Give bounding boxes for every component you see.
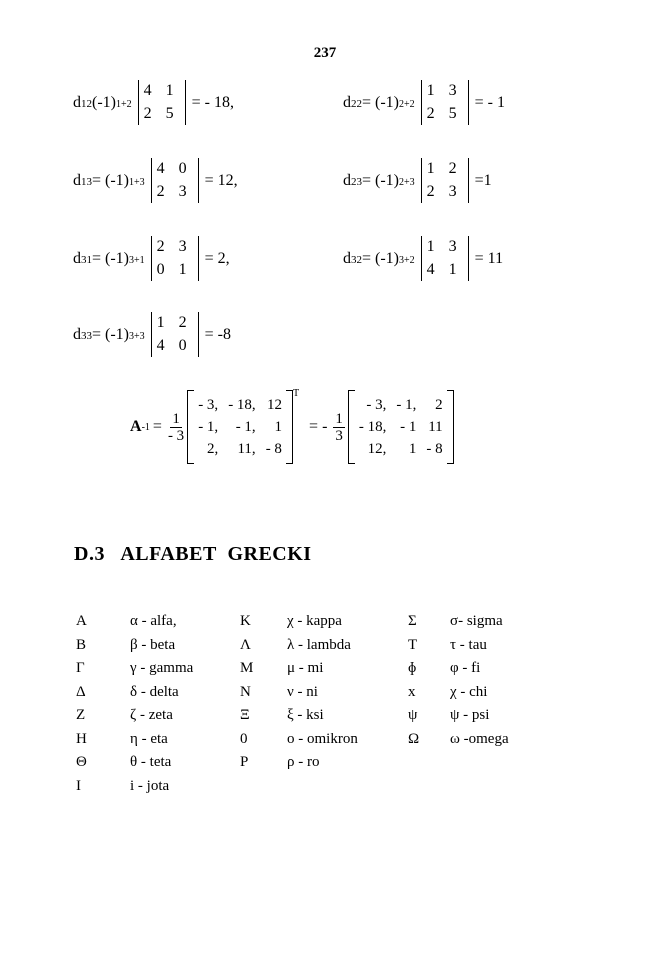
greek-uppercase-letter: Σ bbox=[408, 613, 417, 630]
eq-factor: (-1) bbox=[92, 93, 116, 111]
greek-uppercase-letter: x bbox=[408, 683, 416, 700]
eq-subscript: 12 bbox=[81, 97, 92, 110]
det-cell: 2 bbox=[143, 105, 152, 122]
matrix-cell: - 1, bbox=[235, 419, 256, 435]
section-heading: D.3 ALFABET GRECKI bbox=[74, 543, 312, 565]
matrix-cell: - 8 bbox=[265, 441, 282, 457]
greek-uppercase-letter: ɸ bbox=[408, 660, 417, 677]
greek-letter-name: ο - omikron bbox=[287, 730, 358, 747]
greek-uppercase-letter bbox=[408, 751, 450, 775]
determinant-matrix bbox=[138, 80, 186, 125]
fraction-denominator: 3 bbox=[335, 427, 343, 444]
matrix-cell: - 1, bbox=[198, 419, 219, 435]
det-cell: 3 bbox=[448, 82, 457, 99]
greek-letter-name: ξ - ksi bbox=[287, 707, 324, 724]
determinant-matrix bbox=[421, 158, 469, 203]
eq-subscript: 23 bbox=[351, 175, 362, 188]
greek-uppercase-letter: Α bbox=[76, 613, 87, 630]
greek-row bbox=[76, 657, 570, 681]
eq-result: = 12, bbox=[204, 171, 238, 189]
equation-d32 bbox=[343, 236, 503, 281]
equals-minus-sign: = - bbox=[309, 418, 328, 435]
det-cell: 0 bbox=[156, 261, 165, 278]
eq-result: = - 18, bbox=[191, 93, 234, 111]
eq-symbol: d bbox=[343, 93, 351, 111]
eq-subscript: 33 bbox=[81, 329, 92, 342]
det-cell: 2 bbox=[156, 183, 165, 200]
determinant-matrix bbox=[151, 312, 199, 357]
greek-row bbox=[76, 751, 570, 775]
eq-exponent: 2+2 bbox=[399, 98, 415, 110]
greek-uppercase-letter: Ρ bbox=[240, 754, 249, 771]
greek-uppercase-letter bbox=[408, 775, 450, 799]
matrix-cell: - 18, bbox=[358, 419, 387, 435]
eq-symbol: d bbox=[73, 93, 81, 111]
det-cell: 0 bbox=[178, 160, 187, 177]
greek-uppercase-letter: Γ bbox=[76, 660, 85, 677]
matrix-cell: 11, bbox=[237, 441, 256, 457]
greek-uppercase-letter: Ω bbox=[408, 730, 420, 747]
eq-exponent: 1+2 bbox=[115, 98, 132, 110]
det-cell: 1 bbox=[178, 261, 187, 278]
equation-d22 bbox=[343, 80, 505, 125]
eq-factor: = (-1) bbox=[92, 171, 130, 189]
greek-uppercase-letter: Ι bbox=[76, 777, 81, 794]
greek-letter-name: θ - teta bbox=[130, 754, 172, 771]
greek-letter-name: τ - tau bbox=[450, 636, 487, 653]
eq-result: = -8 bbox=[204, 325, 232, 343]
equation-d12 bbox=[73, 80, 234, 125]
greek-letter-name: φ - fi bbox=[450, 660, 481, 677]
greek-letter-name: χ - chi bbox=[450, 683, 488, 700]
greek-letter-name bbox=[287, 775, 408, 799]
matrix-cell: 2, bbox=[206, 441, 219, 457]
matrix-cell: 12 bbox=[266, 397, 282, 413]
eq-factor: = (-1) bbox=[362, 171, 400, 189]
eq-exponent: 2+3 bbox=[399, 176, 415, 188]
eq-subscript: 31 bbox=[81, 253, 92, 266]
matrix-cell: - 1, bbox=[396, 397, 417, 413]
matrix-symbol: A bbox=[130, 418, 142, 435]
transposed-matrix bbox=[348, 390, 454, 464]
det-cell: 2 bbox=[426, 105, 435, 122]
det-cell: 5 bbox=[448, 105, 457, 122]
greek-letter-name: σ- sigma bbox=[450, 613, 503, 630]
det-cell: 5 bbox=[165, 105, 174, 122]
greek-letter-name: ζ - zeta bbox=[130, 707, 173, 724]
equation-d31 bbox=[73, 236, 230, 281]
greek-row bbox=[76, 704, 570, 728]
eq-factor: = (-1) bbox=[92, 325, 130, 343]
det-cell: 1 bbox=[426, 160, 435, 177]
greek-uppercase-letter: Δ bbox=[76, 683, 86, 700]
eq-exponent: 3+2 bbox=[399, 254, 415, 266]
greek-row bbox=[76, 681, 570, 705]
greek-uppercase-letter: 0 bbox=[240, 730, 248, 747]
det-cell: 3 bbox=[448, 238, 457, 255]
eq-symbol: d bbox=[73, 171, 81, 189]
det-cell: 1 bbox=[426, 82, 435, 99]
greek-uppercase-letter: Β bbox=[76, 636, 87, 653]
eq-factor: = (-1) bbox=[362, 249, 400, 267]
greek-letter-name bbox=[450, 775, 570, 799]
greek-letter-name: χ - kappa bbox=[287, 613, 342, 630]
matrix-cell: 12, bbox=[367, 441, 387, 457]
det-cell: 4 bbox=[426, 261, 435, 278]
det-cell: 1 bbox=[156, 314, 165, 331]
det-cell: 1 bbox=[165, 82, 174, 99]
greek-letter-name: λ - lambda bbox=[287, 636, 351, 653]
matrix-cell: 2 bbox=[435, 397, 443, 413]
greek-row bbox=[76, 728, 570, 752]
det-cell: 3 bbox=[178, 183, 187, 200]
matrix-cell: - 1 bbox=[400, 419, 417, 435]
cofactor-matrix bbox=[187, 390, 293, 464]
eq-symbol: d bbox=[73, 325, 81, 343]
inverse-exponent: -1 bbox=[141, 421, 150, 433]
greek-letter-name: μ - mi bbox=[287, 660, 324, 677]
eq-exponent: 3+3 bbox=[129, 330, 145, 342]
greek-letter-name: η - eta bbox=[130, 730, 168, 747]
eq-factor: = (-1) bbox=[92, 249, 130, 267]
greek-uppercase-letter: ψ bbox=[408, 707, 418, 724]
greek-letter-name: i - jota bbox=[130, 777, 170, 794]
greek-uppercase-letter: Κ bbox=[240, 613, 251, 630]
greek-uppercase-letter: Μ bbox=[240, 660, 254, 677]
equation-d23 bbox=[343, 158, 492, 203]
matrix-cell: 11 bbox=[428, 419, 443, 435]
greek-uppercase-letter: Τ bbox=[408, 636, 418, 653]
determinant-matrix bbox=[151, 158, 199, 203]
greek-letter-name: ψ - psi bbox=[450, 707, 490, 724]
greek-letter-name: δ - delta bbox=[130, 683, 179, 700]
fraction-numerator: 1 bbox=[172, 410, 180, 427]
greek-letter-name: ν - ni bbox=[287, 683, 318, 700]
eq-result: = - 1 bbox=[474, 93, 506, 111]
determinant-matrix bbox=[421, 236, 469, 281]
greek-alphabet-table bbox=[76, 610, 570, 798]
greek-letter-name: ρ - ro bbox=[287, 754, 320, 771]
matrix-cell: 1 bbox=[274, 419, 282, 435]
greek-row bbox=[76, 610, 570, 634]
greek-letter-name: β - beta bbox=[130, 636, 176, 653]
matrix-cell: - 3, bbox=[198, 397, 219, 413]
eq-symbol: d bbox=[343, 171, 351, 189]
greek-uppercase-letter: Ν bbox=[240, 683, 251, 700]
det-cell: 2 bbox=[178, 314, 187, 331]
det-cell: 4 bbox=[156, 337, 165, 354]
greek-row bbox=[76, 634, 570, 658]
greek-letter-name bbox=[450, 751, 570, 775]
equals-sign: = bbox=[152, 418, 162, 435]
eq-exponent: 1+3 bbox=[129, 176, 145, 188]
eq-result: = 11 bbox=[474, 249, 504, 267]
matrix-cell: - 18, bbox=[228, 397, 256, 413]
greek-uppercase-letter: Θ bbox=[76, 754, 87, 771]
greek-row bbox=[76, 775, 570, 799]
eq-symbol: d bbox=[343, 249, 351, 267]
transpose-symbol: T bbox=[292, 388, 300, 399]
equation-d13 bbox=[73, 158, 238, 203]
det-cell: 2 bbox=[156, 238, 165, 255]
page-number: 237 bbox=[313, 45, 337, 61]
greek-uppercase-letter: Η bbox=[76, 730, 87, 747]
inverse-matrix-equation bbox=[130, 390, 454, 464]
eq-factor: = (-1) bbox=[362, 93, 400, 111]
matrix-cell: 1 bbox=[408, 441, 417, 457]
eq-exponent: 3+1 bbox=[129, 254, 145, 266]
greek-letter-name: α - alfa, bbox=[130, 613, 177, 630]
det-cell: 3 bbox=[178, 238, 187, 255]
determinant-matrix bbox=[151, 236, 199, 281]
det-cell: 4 bbox=[143, 82, 152, 99]
det-cell: 2 bbox=[426, 183, 435, 200]
eq-result: = 2, bbox=[204, 249, 230, 267]
eq-subscript: 22 bbox=[351, 97, 362, 110]
greek-uppercase-letter: Λ bbox=[240, 636, 251, 653]
fraction-numerator: 1 bbox=[335, 410, 343, 427]
greek-uppercase-letter bbox=[240, 775, 287, 799]
matrix-cell: - 8 bbox=[426, 441, 443, 457]
greek-uppercase-letter: Ζ bbox=[76, 707, 86, 724]
eq-subscript: 13 bbox=[81, 175, 92, 188]
det-cell: 2 bbox=[448, 160, 457, 177]
matrix-cell: - 3, bbox=[366, 397, 387, 413]
fraction-one-over-three bbox=[333, 411, 345, 444]
eq-symbol: d bbox=[73, 249, 81, 267]
greek-letter-name: γ - gamma bbox=[130, 660, 194, 677]
equation-d33 bbox=[73, 312, 231, 357]
fraction-denominator: - 3 bbox=[167, 427, 185, 444]
det-cell: 4 bbox=[156, 160, 165, 177]
fraction-one-over-minus-three bbox=[168, 411, 184, 444]
greek-uppercase-letter: Ξ bbox=[240, 707, 250, 724]
det-cell: 3 bbox=[448, 183, 457, 200]
eq-subscript: 32 bbox=[351, 253, 362, 266]
det-cell: 0 bbox=[178, 337, 187, 354]
eq-result: =1 bbox=[474, 171, 492, 189]
det-cell: 1 bbox=[448, 261, 457, 278]
determinant-matrix bbox=[421, 80, 469, 125]
det-cell: 1 bbox=[426, 238, 435, 255]
greek-letter-name: ω -omega bbox=[450, 730, 509, 747]
